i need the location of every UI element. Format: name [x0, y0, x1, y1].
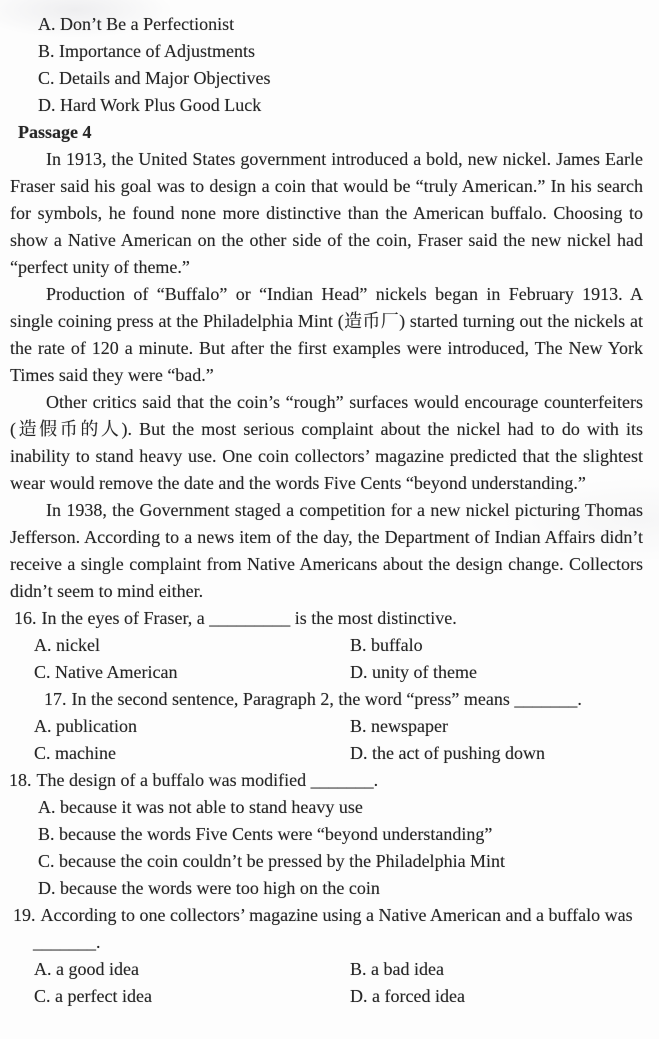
- question-19-stem: [13, 902, 649, 956]
- question-18: [0, 767, 659, 902]
- question-16-stem: [14, 605, 659, 632]
- question-19-options: [34, 956, 659, 1010]
- question-19-number: 19.: [13, 905, 36, 925]
- question-16-option-d: D. unity of theme: [350, 662, 477, 682]
- question-18-text: The design of a buffalo was modified _______.: [36, 770, 379, 790]
- question-17-option-d: D. the act of pushing down: [350, 743, 545, 763]
- question-17-text: In the second sentence, Paragraph 2, the word “press” means _______.: [71, 689, 582, 709]
- prev-option-c: C. Details and Major Objectives: [38, 68, 271, 88]
- question-17-stem: [44, 686, 649, 713]
- passage-paragraph-1: In 1913, the United States government introduced a bold, new nickel. James Earle Fraser said his goal was to design a coin that would be “truly American.” In his search for symbols, he found none more distinctive than the American buffalo. Choosing to show a Native American on the other side of the coin, Fraser said the new nickel had “perfect unity of theme.”: [10, 149, 643, 277]
- question-18-option-b: B. because the words Five Cents were “beyond understanding”: [38, 824, 493, 844]
- question-18-option-d: D. because the words were too high on the coin: [38, 878, 380, 898]
- passage-paragraph-2: Production of “Buffalo” or “Indian Head” nickels began in February 1913. A single coining press at the Philadelphia Mint (造币厂) started turning out the nickels at the rate of 120 a minute. But after the first examples were introduced, The New York Times said they were “bad.”: [10, 284, 643, 385]
- previous-question-options: [38, 11, 659, 119]
- question-16-option-a: A. nickel: [34, 635, 100, 655]
- question-19: [0, 902, 659, 1010]
- question-18-number: 18.: [9, 770, 32, 790]
- question-19-option-d: D. a forced idea: [350, 986, 465, 1006]
- question-16-options: [34, 632, 659, 686]
- passage-paragraph-3: Other critics said that the coin’s “rough” surfaces would encourage counterfeiters (造假币的人). But the most serious complaint about the nickel had to do with its inability to stand heavy use. One coin collectors’ magazine predicted that the slightest wear would remove the date and the words Five Cents “beyond understanding.”: [10, 392, 643, 493]
- passage-paragraph-4: In 1938, the Government staged a competition for a new nickel picturing Thomas Jefferson. According to a news item of the day, the Department of Indian Affairs didn’t receive a single complaint from Native Americans about the design change. Collectors didn’t seem to mind either.: [10, 500, 643, 601]
- question-17-option-b: B. newspaper: [350, 716, 448, 736]
- question-19-text: According to one collectors’ magazine using a Native American and a buffalo was _______.: [33, 905, 633, 952]
- question-19-option-b: B. a bad idea: [350, 959, 444, 979]
- prev-option-a: A. Don’t Be a Perfectionist: [38, 14, 235, 34]
- question-19-option-a: A. a good idea: [34, 959, 139, 979]
- question-16-option-c: C. Native American: [34, 662, 178, 682]
- question-17-option-c: C. machine: [34, 743, 116, 763]
- question-17-options: [34, 713, 659, 767]
- question-16-option-b: B. buffalo: [350, 635, 423, 655]
- question-17: [0, 686, 659, 767]
- question-16-text: In the eyes of Fraser, a _________ is the most distinctive.: [41, 608, 457, 628]
- question-16: [0, 605, 659, 686]
- question-18-options: [38, 794, 659, 902]
- question-19-option-c: C. a perfect idea: [34, 986, 152, 1006]
- question-18-option-c: C. because the coin couldn’t be pressed by the Philadelphia Mint: [38, 851, 506, 871]
- question-17-number: 17.: [44, 689, 67, 709]
- question-16-number: 16.: [14, 608, 37, 628]
- prev-option-d: D. Hard Work Plus Good Luck: [38, 95, 262, 115]
- prev-option-b: B. Importance of Adjustments: [38, 41, 255, 61]
- passage-heading: Passage 4: [18, 122, 92, 142]
- question-18-stem: [9, 767, 659, 794]
- question-17-option-a: A. publication: [34, 716, 137, 736]
- question-18-option-a: A. because it was not able to stand heavy use: [38, 797, 363, 817]
